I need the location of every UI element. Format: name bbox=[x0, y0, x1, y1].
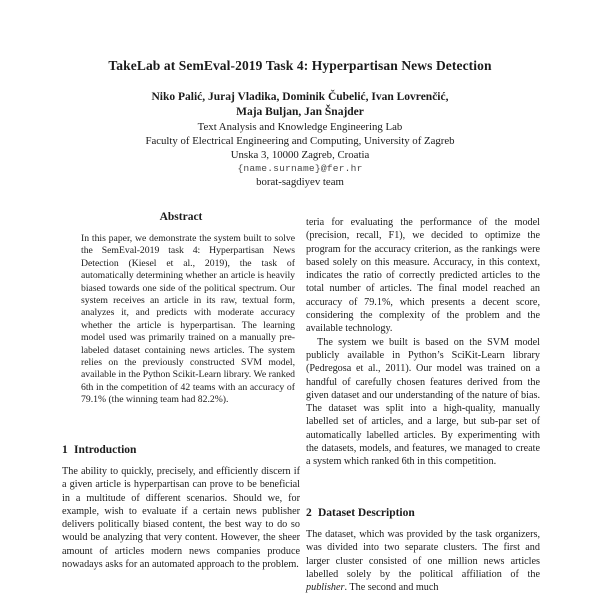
continuation-paragraph: teria for evaluating the performance of the model (precision, recall, F1), we decided to optimize the program for the accuracy criterion, as the rankings were based solely on this measure. Accuracy, in this context, indicates the ratio of correctly predicted articles to the total number of articles. The final model reached an accuracy of 79.1%, which presents a decent score, considering the complexity of the problem and the available technology. bbox=[306, 217, 540, 335]
abstract-heading: Abstract bbox=[159, 211, 203, 223]
section-1-heading bbox=[62, 443, 300, 457]
section-number: 1 bbox=[62, 444, 68, 456]
system-paragraph: The system we built is based on the SVM model publicly available in Python’s SciKit-Learn library (Pedregosa et al., 2011). Our model was trained on a handful of carefully chosen features derived from the given dataset and our understanding of the nature of bias. The dataset was split into a high-quality, manually labelled set of articles, and a large, but sub-par set of automatically labelled articles. By experimenting with the datasets, models, and features, we managed to create a system which ranked 6th in this competition. bbox=[306, 336, 540, 468]
authors-line-1: Niko Palić, Juraj Vladika, Dominik Čubelić, Ivan Lovrenčić, bbox=[151, 91, 449, 103]
affiliation-line-3: Unska 3, 10000 Zagreb, Croatia bbox=[230, 149, 370, 161]
paper-header bbox=[0, 57, 600, 189]
dataset-paragraph-text: The dataset, which was provided by the task organizers, was divided into two separate clusters. The first and larger cluster consisted of one million news articles labelled solely by the political affiliation of the bbox=[306, 529, 540, 580]
authors-line-2: Maja Buljan, Jan Šnajder bbox=[236, 106, 364, 118]
page-title: TakeLab at SemEval-2019 Task 4: Hyperpartisan News Detection bbox=[108, 58, 492, 73]
publisher-italic-term: publisher bbox=[306, 582, 345, 594]
abstract-text: In this paper, we demonstrate the system built to solve the SemEval-2019 task 4: Hyperpartisan News Detection (Kiesel et al., 2019), the task of automatically determining whether an article is heavily biased towards one side of the political spectrum. Our system receives an article in its raw, textual form, analyzes it, and predicts with moderate accuracy whether the article is hyperpartisan. The learning model used was primarily trained on a manually pre-labeled dataset containing news articles. The system relies on the previously constructed SVM model, available in the Python Scikit-Learn library. We ranked 6th in the competition of 42 teams with an accuracy of 79.1% (the winning team had 82.2%). bbox=[81, 233, 295, 406]
dataset-paragraph bbox=[306, 528, 540, 594]
email-line: {name.surname}@fer.hr bbox=[237, 163, 363, 174]
introduction-section bbox=[62, 443, 300, 571]
section-number: 2 bbox=[306, 507, 312, 519]
dataset-section bbox=[306, 506, 540, 594]
section-2-heading bbox=[306, 506, 540, 520]
section-title: Introduction bbox=[74, 444, 137, 456]
right-column-continuation bbox=[306, 216, 540, 469]
affiliation-line-1: Text Analysis and Knowledge Engineering Lab bbox=[197, 121, 403, 133]
team-name-line: borat-sagdiyev team bbox=[256, 176, 344, 188]
dataset-paragraph-text-after: . The second and much bbox=[344, 582, 439, 594]
abstract-section bbox=[62, 211, 300, 407]
section-title: Dataset Description bbox=[318, 507, 415, 519]
intro-paragraph: The ability to quickly, precisely, and efficiently discern if a given article is hyperpartisan can prove to be beneficial in a multitude of different scenarios. Should we, for example, wish to evaluate if a certain news publisher delivers politically biased content, the best way to do so would be analyzing that very content. However, the sheer amount of articles modern news companies produce nowadays asks for an automated approach to the problem. bbox=[62, 466, 300, 571]
affiliation-line-2: Faculty of Electrical Engineering and Computing, University of Zagreb bbox=[145, 135, 455, 147]
